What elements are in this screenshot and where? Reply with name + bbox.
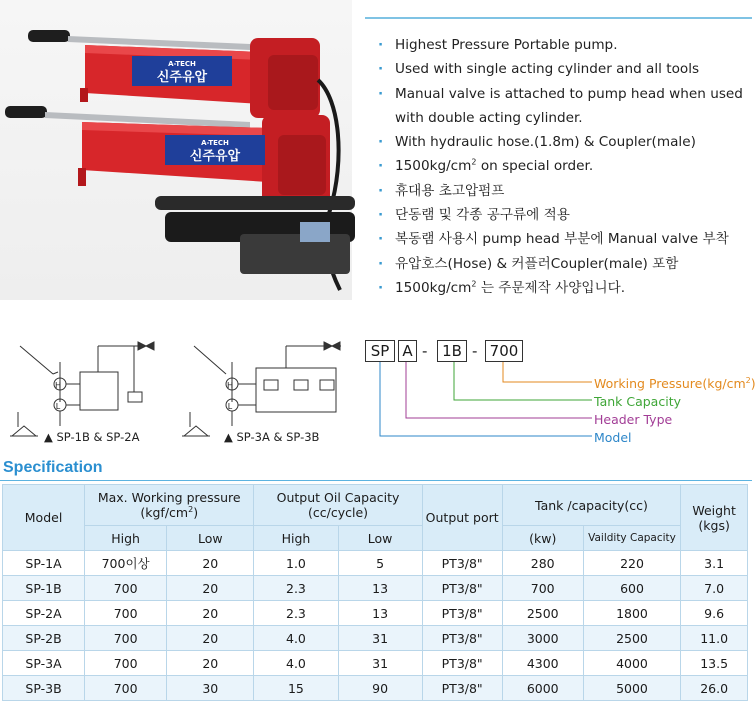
code-part-pressure: 700 <box>485 340 523 362</box>
cell-model: SP-3B <box>3 676 85 701</box>
pump-top <box>28 30 320 118</box>
gauge-label-l: L <box>55 402 61 411</box>
gauge-label-h: H <box>226 381 234 390</box>
feature-item: · Highest Pressure Portable pump. <box>378 33 752 57</box>
cell-oil-low: 90 <box>338 676 422 701</box>
code-label-working-pressure: Working $Pressure(kg/cm^2)$ <box>594 375 756 391</box>
brand-main-2: 신주유압 <box>189 149 241 164</box>
code-label-model: Model <box>594 430 632 445</box>
header-weight: Weight (kgs) <box>681 485 748 551</box>
cell-oil-low: 31 <box>338 651 422 676</box>
bullet-icon: · <box>378 207 384 224</box>
code-part-model: SP <box>365 340 395 362</box>
brand-small-2: A-TECH <box>201 139 229 147</box>
cell-weight: 11.0 <box>681 626 748 651</box>
feature-item: · $1500kg/cm^2$ on special order. <box>378 154 752 178</box>
cell-weight: 26.0 <box>681 676 748 701</box>
cell-oil-low: 5 <box>338 551 422 576</box>
feature-item: · 단동램 및 각종 공구류에 적용 <box>378 203 752 227</box>
spec-title: Specification <box>3 459 103 476</box>
feature-item: · With hydraulic hose.(1.8m) & Coupler(male) <box>378 130 752 154</box>
cell-oil-low: 13 <box>338 576 422 601</box>
cell-pressure-high: 700 <box>85 676 167 701</box>
code-separator: - <box>472 342 478 360</box>
gauge-label-l: L <box>227 402 233 411</box>
cell-oil-high: 2.3 <box>254 601 338 626</box>
cell-weight: 7.0 <box>681 576 748 601</box>
cell-tank-valid: 5000 <box>583 676 680 701</box>
cell-output-port: PT3/8" <box>422 651 502 676</box>
top-divider <box>365 17 752 19</box>
hydraulic-pumps-illustration <box>0 0 352 300</box>
gauge-label-h: H <box>54 381 62 390</box>
header-tank: Tank /capacity(cc) <box>502 485 681 526</box>
bullet-icon: · <box>378 61 384 78</box>
bullet-icon: · <box>378 231 384 248</box>
header-oil-low: Low <box>338 526 422 551</box>
cell-output-port: PT3/8" <box>422 601 502 626</box>
cell-pressure-high: 700이상 <box>85 551 167 576</box>
bullet-icon: · <box>378 37 384 53</box>
cell-tank-kw: 6000 <box>502 676 583 701</box>
cell-weight: 3.1 <box>681 551 748 576</box>
header-oil-high: High <box>254 526 338 551</box>
code-part-tank: 1B <box>437 340 467 362</box>
cell-model: SP-1A <box>3 551 85 576</box>
cell-output-port: PT3/8" <box>422 676 502 701</box>
cell-pressure-low: 20 <box>167 626 254 651</box>
cell-pressure-high: 700 <box>85 576 167 601</box>
cell-pressure-low: 20 <box>167 576 254 601</box>
header-tank-valid: Vaildity Capacity <box>583 526 680 551</box>
spec-divider <box>0 480 752 481</box>
header-model: Model <box>3 485 85 551</box>
cell-pressure-low: 20 <box>167 551 254 576</box>
cell-model: SP-1B <box>3 576 85 601</box>
header-tank-kw: (kw) <box>502 526 583 551</box>
feature-item: · 복동램 사용시 pump head 부분에 Manual valve 부착 <box>378 227 752 251</box>
cell-oil-high: 4.0 <box>254 626 338 651</box>
cell-weight: 9.6 <box>681 601 748 626</box>
feature-item: · 휴대용 초고압펌프 <box>378 179 752 203</box>
cell-pressure-low: 30 <box>167 676 254 701</box>
brand-small-1: A-TECH <box>168 60 196 68</box>
cell-tank-kw: 3000 <box>502 626 583 651</box>
hydraulic-schematic-2 <box>176 332 361 447</box>
cell-oil-high: 15 <box>254 676 338 701</box>
feature-item: · Used with single acting cylinder and all tools <box>378 57 752 81</box>
cell-output-port: PT3/8" <box>422 576 502 601</box>
bullet-icon: · <box>378 255 384 272</box>
cell-tank-kw: 4300 <box>502 651 583 676</box>
code-separator: - <box>422 342 428 360</box>
header-max-pressure: Max. Working pressure $(kgf/cm^2)$ <box>85 485 254 526</box>
schematic-caption-1: ▲ SP-1B & SP-2A <box>44 430 140 444</box>
cell-pressure-high: 700 <box>85 601 167 626</box>
cell-tank-valid: 1800 <box>583 601 680 626</box>
cell-output-port: PT3/8" <box>422 626 502 651</box>
table-row <box>3 576 748 601</box>
cell-tank-valid: 220 <box>583 551 680 576</box>
feature-list <box>378 33 752 300</box>
cell-model: SP-3A <box>3 651 85 676</box>
brand-main-1: 신주유압 <box>156 70 208 85</box>
product-photo <box>0 0 352 300</box>
cell-oil-low: 31 <box>338 626 422 651</box>
cell-pressure-low: 20 <box>167 651 254 676</box>
cell-tank-valid: 2500 <box>583 626 680 651</box>
header-output-port: Output port <box>422 485 502 551</box>
cell-oil-high: 1.0 <box>254 551 338 576</box>
bullet-icon: · <box>378 158 384 175</box>
cell-pressure-low: 20 <box>167 601 254 626</box>
schematic-caption-2: ▲ SP-3A & SP-3B <box>224 430 320 444</box>
feature-item: · $1500kg/cm^2$ 는 주문제작 사양입니다. <box>378 276 752 300</box>
bullet-icon: · <box>378 182 384 199</box>
cell-oil-high: 4.0 <box>254 651 338 676</box>
feature-item: · 유압호스(Hose) & 커플러Coupler(male) 포함 <box>378 252 752 276</box>
cell-pressure-high: 700 <box>85 651 167 676</box>
table-row <box>3 551 748 576</box>
cell-tank-kw: 280 <box>502 551 583 576</box>
header-pressure-low: Low <box>167 526 254 551</box>
cell-oil-low: 13 <box>338 601 422 626</box>
pump-bottom <box>155 196 355 274</box>
bullet-icon: · <box>378 85 384 102</box>
header-pressure-high: High <box>85 526 167 551</box>
cell-tank-kw: 700 <box>502 576 583 601</box>
hydraulic-schematic-1 <box>8 332 178 447</box>
table-row <box>3 601 748 626</box>
feature-item: · Manual valve is attached to pump head when used with double acting cylinder. <box>378 82 755 131</box>
cell-tank-valid: 600 <box>583 576 680 601</box>
table-row <box>3 626 748 651</box>
cell-tank-kw: 2500 <box>502 601 583 626</box>
pump-middle <box>5 106 330 205</box>
table-row <box>3 651 748 676</box>
spec-table <box>2 484 748 701</box>
table-row <box>3 676 748 701</box>
code-part-header: A <box>398 340 417 362</box>
code-connector-lines <box>360 360 600 445</box>
bullet-icon: · <box>378 279 384 296</box>
cell-model: SP-2B <box>3 626 85 651</box>
cell-model: SP-2A <box>3 601 85 626</box>
cell-tank-valid: 4000 <box>583 651 680 676</box>
code-label-tank-capacity: Tank Capacity <box>594 394 681 409</box>
cell-weight: 13.5 <box>681 651 748 676</box>
header-output-oil: Output Oil Capacity (cc/cycle) <box>254 485 422 526</box>
code-label-header-type: Header Type <box>594 412 673 427</box>
cell-oil-high: 2.3 <box>254 576 338 601</box>
cell-output-port: PT3/8" <box>422 551 502 576</box>
bullet-icon: · <box>378 134 384 151</box>
cell-pressure-high: 700 <box>85 626 167 651</box>
